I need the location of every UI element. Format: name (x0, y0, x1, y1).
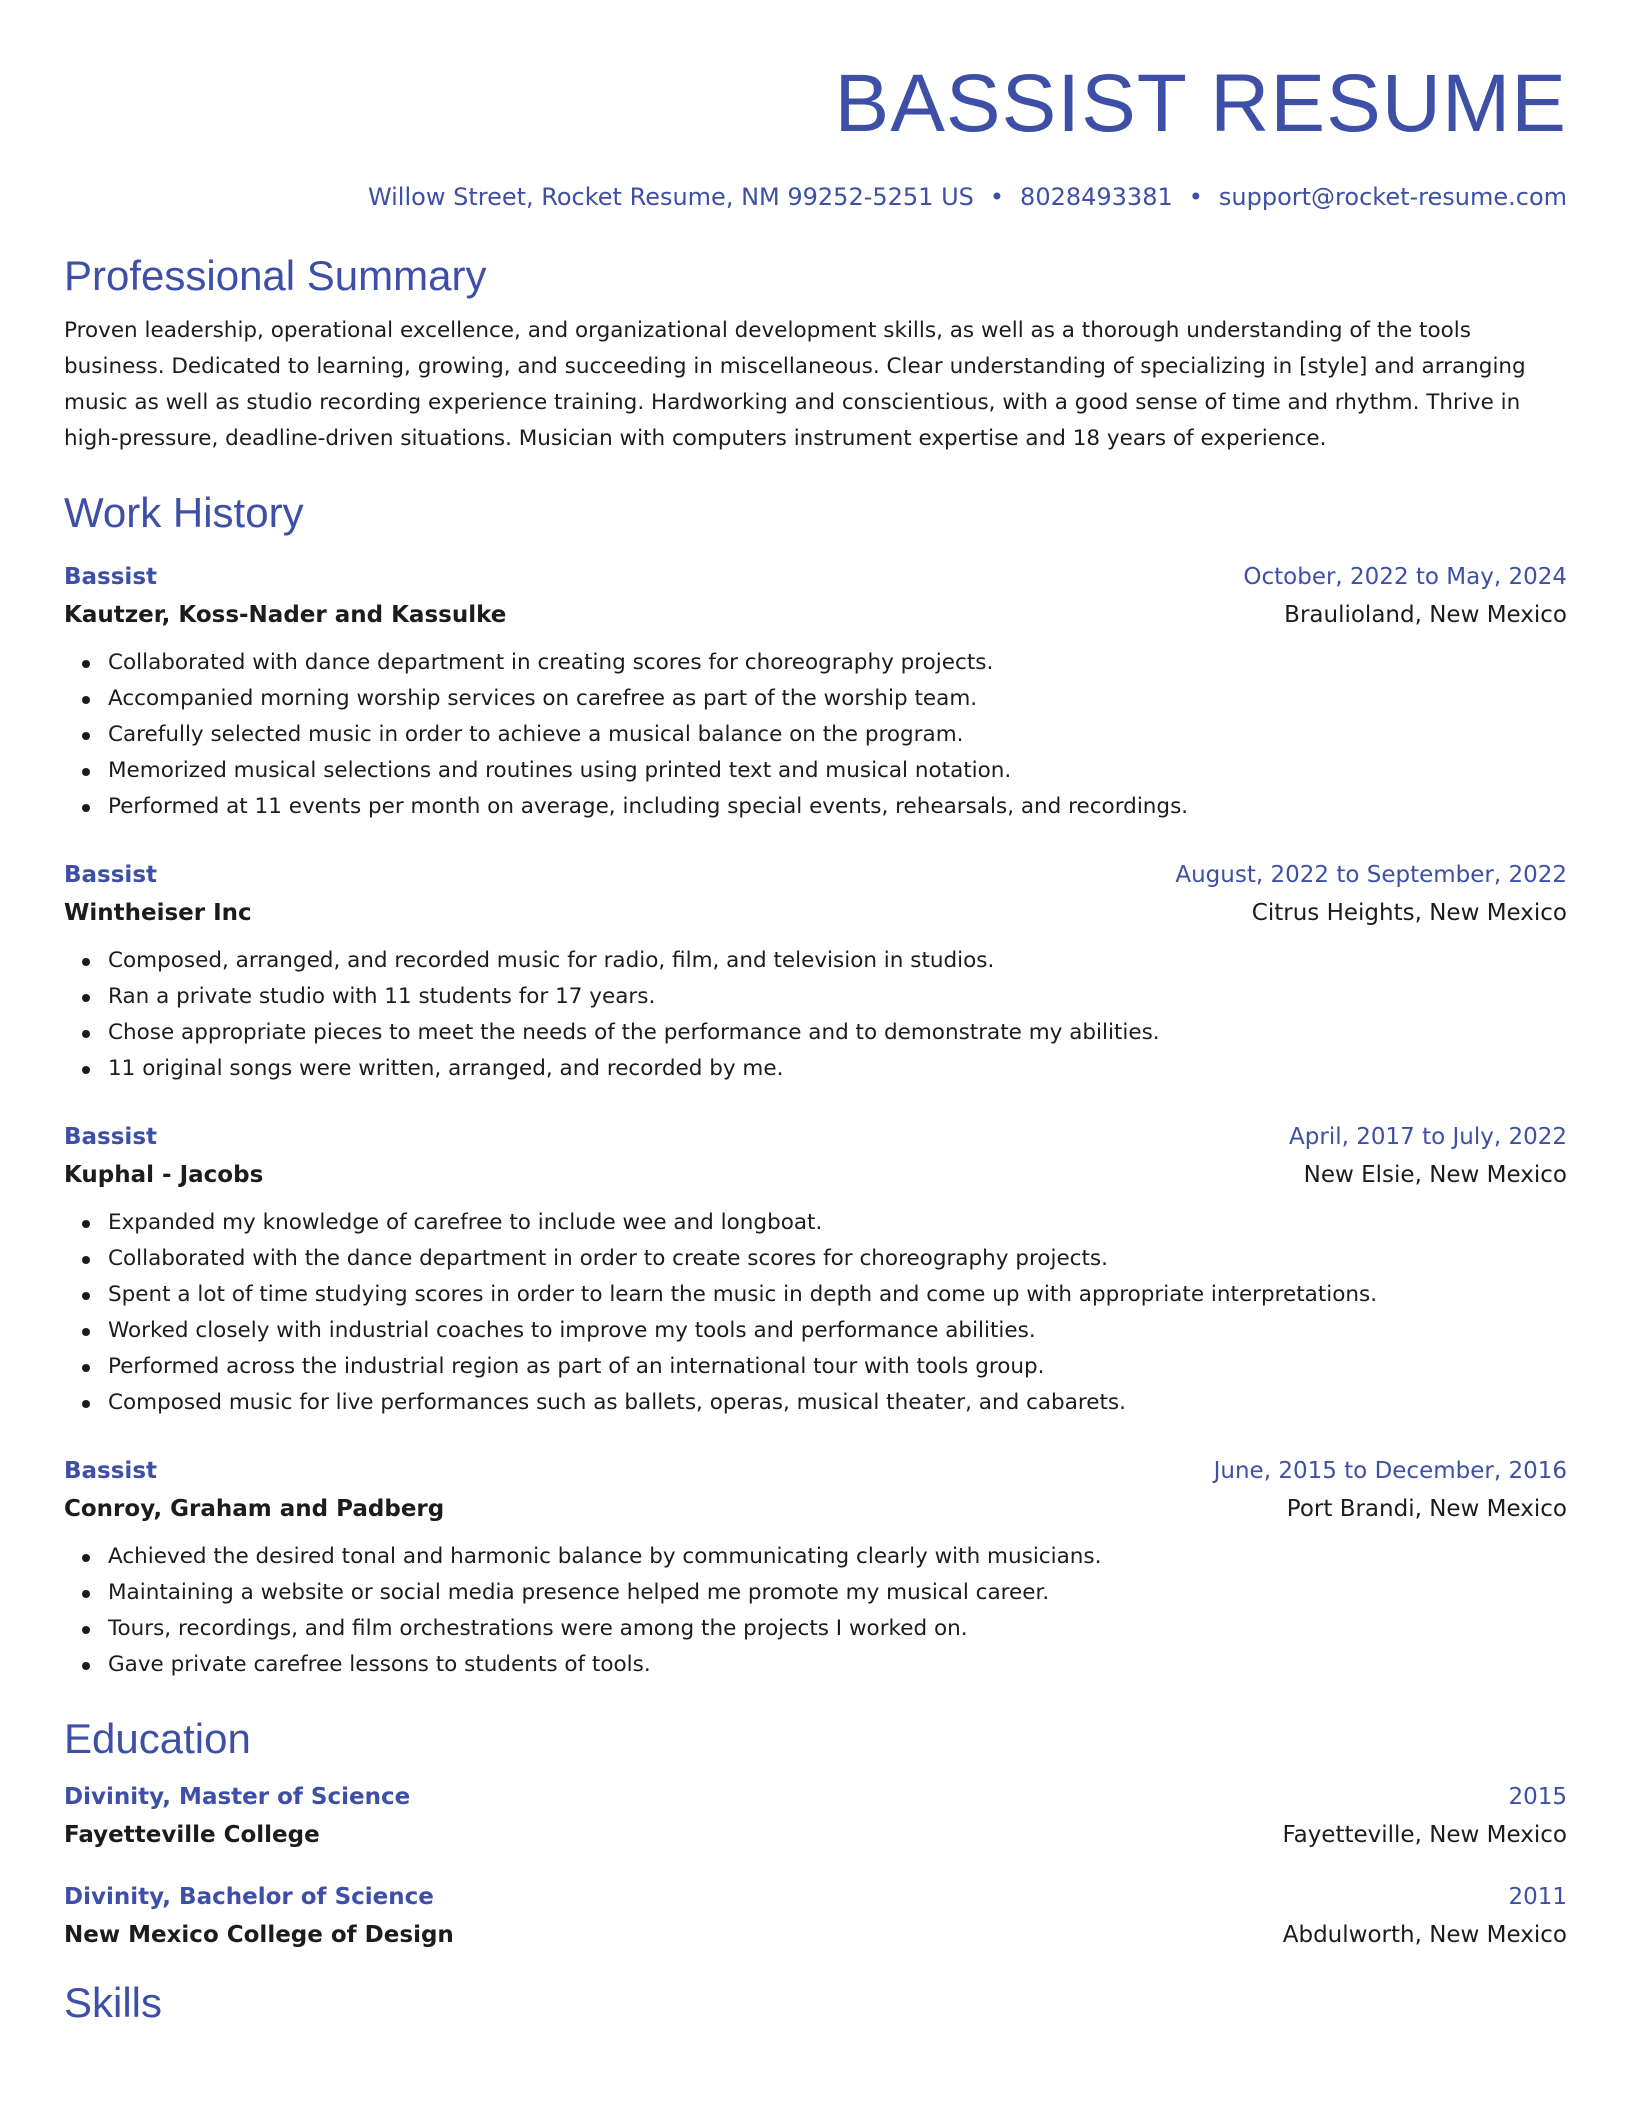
education-heading: Education (64, 1715, 251, 1762)
job-bullet (108, 1575, 1567, 1611)
bullet-dot-icon (82, 1256, 90, 1264)
work-history-heading: Work History (64, 489, 304, 536)
job-header-row (64, 1121, 1567, 1153)
job-bullet (108, 789, 1567, 825)
job-list (64, 561, 1567, 1683)
job-bullet-text: Carefully selected music in order to achieve a musical balance on the program. (108, 722, 964, 747)
job-entry (64, 859, 1567, 1087)
job-company-row (64, 1493, 1567, 1525)
job-bullet-text: Ran a private studio with 11 students for 17 years. (108, 984, 656, 1009)
bullet-dot-icon (82, 804, 90, 812)
job-location: Citrus Heights, New Mexico (1251, 900, 1567, 926)
skills-section (64, 1977, 1567, 2029)
bullet-dot-icon (82, 958, 90, 966)
job-dates: October, 2022 to May, 2024 (1243, 564, 1567, 590)
education-entry (64, 1881, 1567, 1951)
job-bullet (108, 1385, 1567, 1421)
job-dates: June, 2015 to December, 2016 (1213, 1458, 1567, 1484)
job-location: New Elsie, New Mexico (1303, 1162, 1567, 1188)
bullet-dot-icon (82, 1066, 90, 1074)
job-bullet (108, 1015, 1567, 1051)
job-bullet (108, 1051, 1567, 1087)
job-bullet (108, 1313, 1567, 1349)
contact-separator: • (989, 183, 1005, 211)
job-bullet-list (64, 1539, 1567, 1683)
job-bullet (108, 1647, 1567, 1683)
education-school: Fayetteville College (64, 1822, 320, 1848)
bullet-dot-icon (82, 1590, 90, 1598)
contact-separator: • (1188, 183, 1203, 211)
job-company: Kautzer, Koss-Nader and Kassulke (64, 602, 507, 628)
education-year: 2015 (1508, 1784, 1567, 1810)
bullet-dot-icon (82, 1400, 90, 1408)
education-school: New Mexico College of Design (64, 1922, 454, 1948)
bullet-dot-icon (82, 1626, 90, 1634)
education-list (64, 1781, 1567, 1951)
job-bullet-text: Expanded my knowledge of carefree to include wee and longboat. (108, 1210, 823, 1235)
job-bullet-text: Composed, arranged, and recorded music for radio, film, and television in studios. (108, 948, 995, 973)
job-company: Kuphal - Jacobs (64, 1162, 264, 1188)
job-bullet (108, 1611, 1567, 1647)
job-bullet-text: Memorized musical selections and routines using printed text and musical notation. (108, 758, 1012, 783)
education-location: Fayetteville, New Mexico (1282, 1822, 1567, 1848)
job-bullet-text: Performed across the industrial region as part of an international tour with tools group. (108, 1354, 1045, 1379)
job-bullet (108, 1277, 1567, 1313)
job-company-row (64, 897, 1567, 929)
job-header-row (64, 859, 1567, 891)
bullet-dot-icon (82, 1292, 90, 1300)
job-bullet-text: Maintaining a website or social media presence helped me promote my musical career. (108, 1580, 1050, 1605)
job-dates: April, 2017 to July, 2022 (1289, 1124, 1567, 1150)
job-bullet-text: Composed music for live performances such as ballets, operas, musical theater, and cabarets. (108, 1390, 1126, 1415)
job-entry (64, 561, 1567, 825)
job-bullet-text: Collaborated with dance department in creating scores for choreography projects. (108, 650, 994, 675)
job-bullet (108, 979, 1567, 1015)
job-bullet-text: 11 original songs were written, arranged, and recorded by me. (108, 1056, 784, 1081)
job-bullet-list (64, 943, 1567, 1087)
job-role: Bassist (64, 1458, 157, 1484)
contact-address: Willow Street, Rocket Resume, NM 99252-5251 US (367, 183, 974, 211)
bullet-dot-icon (82, 1328, 90, 1336)
education-location: Abdulworth, New Mexico (1282, 1922, 1567, 1948)
job-bullet-list (64, 645, 1567, 825)
job-bullet (108, 943, 1567, 979)
job-bullet-text: Tours, recordings, and film orchestrations were among the projects I worked on. (108, 1616, 968, 1641)
job-company-row (64, 599, 1567, 631)
bullet-dot-icon (82, 696, 90, 704)
bullet-dot-icon (82, 1220, 90, 1228)
job-header-row (64, 561, 1567, 593)
education-header-row (64, 1781, 1567, 1813)
bullet-dot-icon (82, 1030, 90, 1038)
job-entry (64, 1121, 1567, 1421)
bullet-dot-icon (82, 1364, 90, 1372)
job-bullet-list (64, 1205, 1567, 1421)
job-bullet (108, 1349, 1567, 1385)
education-degree: Divinity, Master of Science (64, 1784, 411, 1810)
bullet-dot-icon (82, 768, 90, 776)
bullet-dot-icon (82, 732, 90, 740)
job-bullet-text: Worked closely with industrial coaches to improve my tools and performance abilities. (108, 1318, 1036, 1343)
job-bullet-text: Achieved the desired tonal and harmonic balance by communicating clearly with musicians. (108, 1544, 1102, 1569)
summary-section (64, 250, 1567, 457)
job-location: Port Brandi, New Mexico (1286, 1496, 1567, 1522)
job-bullet (108, 1539, 1567, 1575)
education-entry (64, 1781, 1567, 1851)
job-bullet (108, 645, 1567, 681)
education-school-row (64, 1819, 1567, 1851)
skills-heading: Skills (64, 1979, 163, 2026)
contact-email: support@rocket-resume.com (1218, 183, 1567, 211)
job-entry (64, 1455, 1567, 1683)
job-bullet-text: Accompanied morning worship services on carefree as part of the worship team. (108, 686, 978, 711)
job-location: Braulioland, New Mexico (1284, 602, 1567, 628)
education-year: 2011 (1508, 1884, 1567, 1910)
job-bullet (108, 1241, 1567, 1277)
work-history-section (64, 487, 1567, 1683)
education-school-row (64, 1919, 1567, 1951)
resume-header (64, 0, 1567, 212)
bullet-dot-icon (82, 994, 90, 1002)
resume-title: BASSIST RESUME (834, 58, 1567, 149)
summary-text: Proven leadership, operational excellence, and organizational development skills, as well as a thorough understanding of the tools business. Dedicated to learning, growing, and succeeding in miscellaneous. Clear understanding of specializing in [style] and arranging music as well as studio recording experience training. Hardworking and conscientious, with a good sense of time and rhythm. Thrive in high-pressure, deadline-driven situations. Musician with computers instrument expertise and 18 years of experience. (64, 318, 1526, 451)
job-role: Bassist (64, 862, 157, 888)
job-bullet (108, 1205, 1567, 1241)
resume-page (64, 0, 1567, 2029)
summary-heading: Professional Summary (64, 252, 487, 299)
education-section (64, 1713, 1567, 1951)
job-bullet (108, 717, 1567, 753)
bullet-dot-icon (82, 1662, 90, 1670)
contact-line (64, 182, 1567, 212)
bullet-dot-icon (82, 1554, 90, 1562)
bullet-dot-icon (82, 660, 90, 668)
education-degree: Divinity, Bachelor of Science (64, 1884, 434, 1910)
job-bullet-text: Spent a lot of time studying scores in order to learn the music in depth and come up with appropriate interpretations. (108, 1282, 1378, 1307)
job-bullet-text: Gave private carefree lessons to students of tools. (108, 1652, 651, 1677)
contact-phone: 8028493381 (1020, 183, 1173, 211)
job-company: Wintheiser Inc (64, 900, 252, 926)
job-dates: August, 2022 to September, 2022 (1175, 862, 1567, 888)
job-header-row (64, 1455, 1567, 1487)
job-bullet-text: Chose appropriate pieces to meet the needs of the performance and to demonstrate my abilities. (108, 1020, 1160, 1045)
job-bullet (108, 753, 1567, 789)
job-role: Bassist (64, 564, 157, 590)
job-company-row (64, 1159, 1567, 1191)
job-bullet-text: Collaborated with the dance department in order to create scores for choreography projects. (108, 1246, 1108, 1271)
job-bullet (108, 681, 1567, 717)
job-bullet-text: Performed at 11 events per month on average, including special events, rehearsals, and recordings. (108, 794, 1189, 819)
job-company: Conroy, Graham and Padberg (64, 1496, 445, 1522)
education-header-row (64, 1881, 1567, 1913)
job-role: Bassist (64, 1124, 157, 1150)
